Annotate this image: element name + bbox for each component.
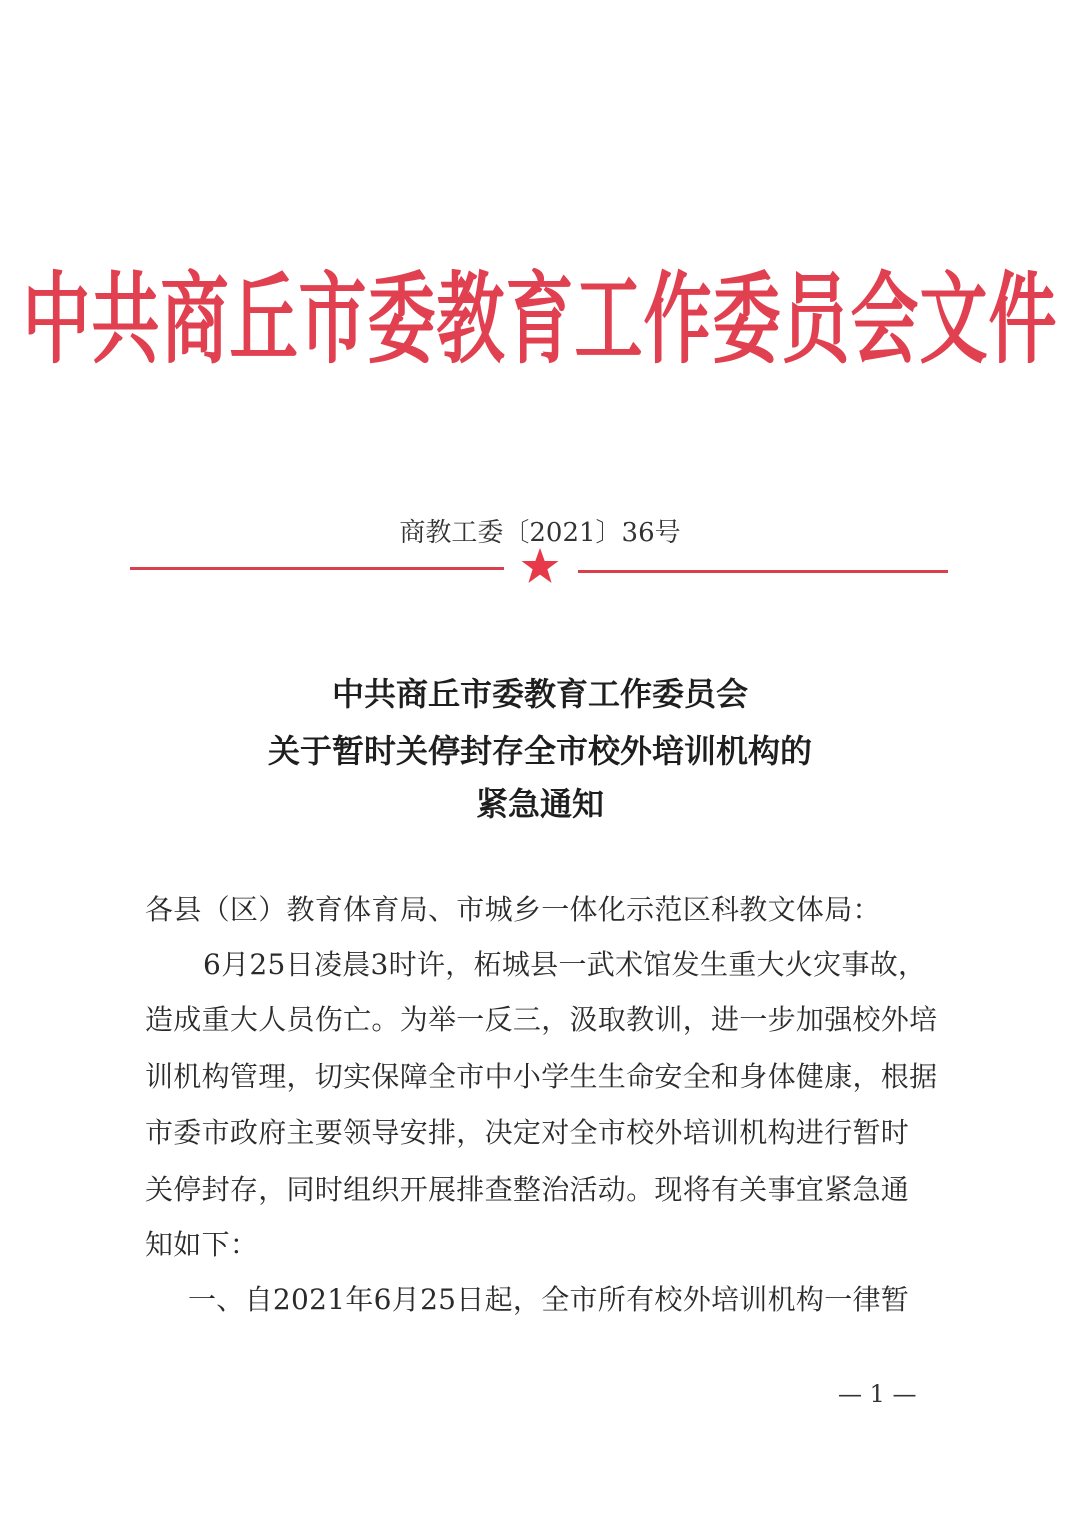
body-line-2: 造成重大人员伤亡。为举一反三，汲取教训，进一步加强校外培 (145, 1003, 938, 1036)
page-number: — 1 — (838, 1380, 917, 1408)
document-number: 商教工委〔2021〕36号 (399, 518, 681, 548)
issuer-banner: 中共商丘市委教育工作委员会文件 (22, 262, 1058, 378)
body-line-7: 一、自2021年6月25日起，全市所有校外培训机构一律暂 (188, 1283, 910, 1316)
document-title-line-1: 中共商丘市委教育工作委员会 (331, 675, 748, 713)
red-divider-right (578, 570, 948, 573)
document-title-line-2: 关于暂时关停封存全市校外培训机构的 (267, 732, 812, 770)
red-divider-left (130, 567, 504, 570)
body-line-6: 知如下： (145, 1228, 259, 1261)
body-line-3: 训机构管理，切实保障全市中小学生生命安全和身体健康，根据 (145, 1060, 938, 1093)
body-line-5: 关停封存，同时组织开展排查整治活动。现将有关事宜紧急通 (145, 1173, 910, 1206)
addressee: 各县（区）教育体育局、市城乡一体化示范区科教文体局： (145, 893, 881, 926)
body-line-4: 市委市政府主要领导安排，决定对全市校外培训机构进行暂时 (145, 1116, 910, 1149)
body-line-1: 6月25日凌晨3时许，柘城县一武术馆发生重大火灾事故， (203, 948, 927, 981)
red-star-icon (520, 546, 560, 586)
document-title-line-3: 紧急通知 (475, 785, 604, 823)
